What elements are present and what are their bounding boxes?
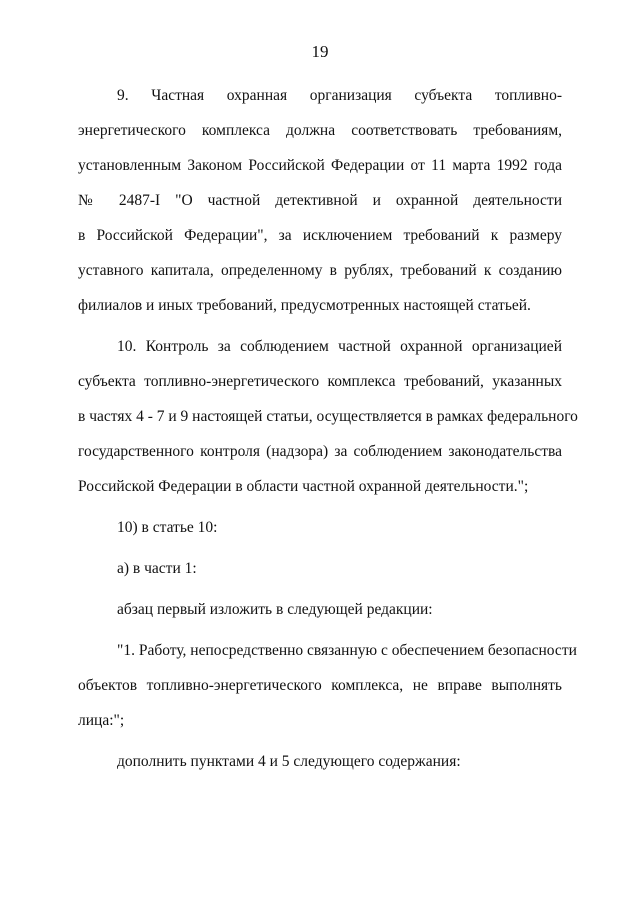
text-line: а) в части 1: [117,560,197,577]
text-line: № 2487-I "О частной детективной и охранной деятельности [78,192,562,209]
document-body [78,78,578,779]
text-line: дополнить пунктами 4 и 5 следующего содержания: [117,753,461,770]
text-line: в частях 4 - 7 и 9 настоящей статьи, осуществляется в рамках федерального [78,408,578,425]
text-line: 10) в статье 10: [117,519,218,536]
text-line: филиалов и иных требований, предусмотренных настоящей статьей. [78,297,531,314]
text-line: уставного капитала, определенному в рублях, требований к созданию [78,262,562,279]
text-line: "1. Работу, непосредственно связанную с обеспечением безопасности [117,642,577,659]
page-number: 19 [311,42,329,61]
text-line: субъекта топливно-энергетического комплекса требований, указанных [78,373,562,390]
text-line: лица:"; [78,712,125,729]
text-line: установленным Законом Российской Федерации от 11 марта 1992 года [78,157,562,174]
text-line: абзац первый изложить в следующей редакции: [117,601,433,618]
text-line: 10. Контроль за соблюдением частной охранной организацией [117,338,562,355]
text-line: государственного контроля (надзора) за соблюдением законодательства [78,443,562,460]
text-line: 9. Частная охранная организация субъекта топливно- [117,87,562,104]
text-line: в Российской Федерации", за исключением требований к размеру [78,227,562,244]
text-line: объектов топливно-энергетического комплекса, не вправе выполнять [78,677,562,694]
text-line: Российской Федерации в области частной охранной деятельности."; [78,478,529,495]
text-line: энергетического комплекса должна соответствовать требованиям, [78,122,562,139]
